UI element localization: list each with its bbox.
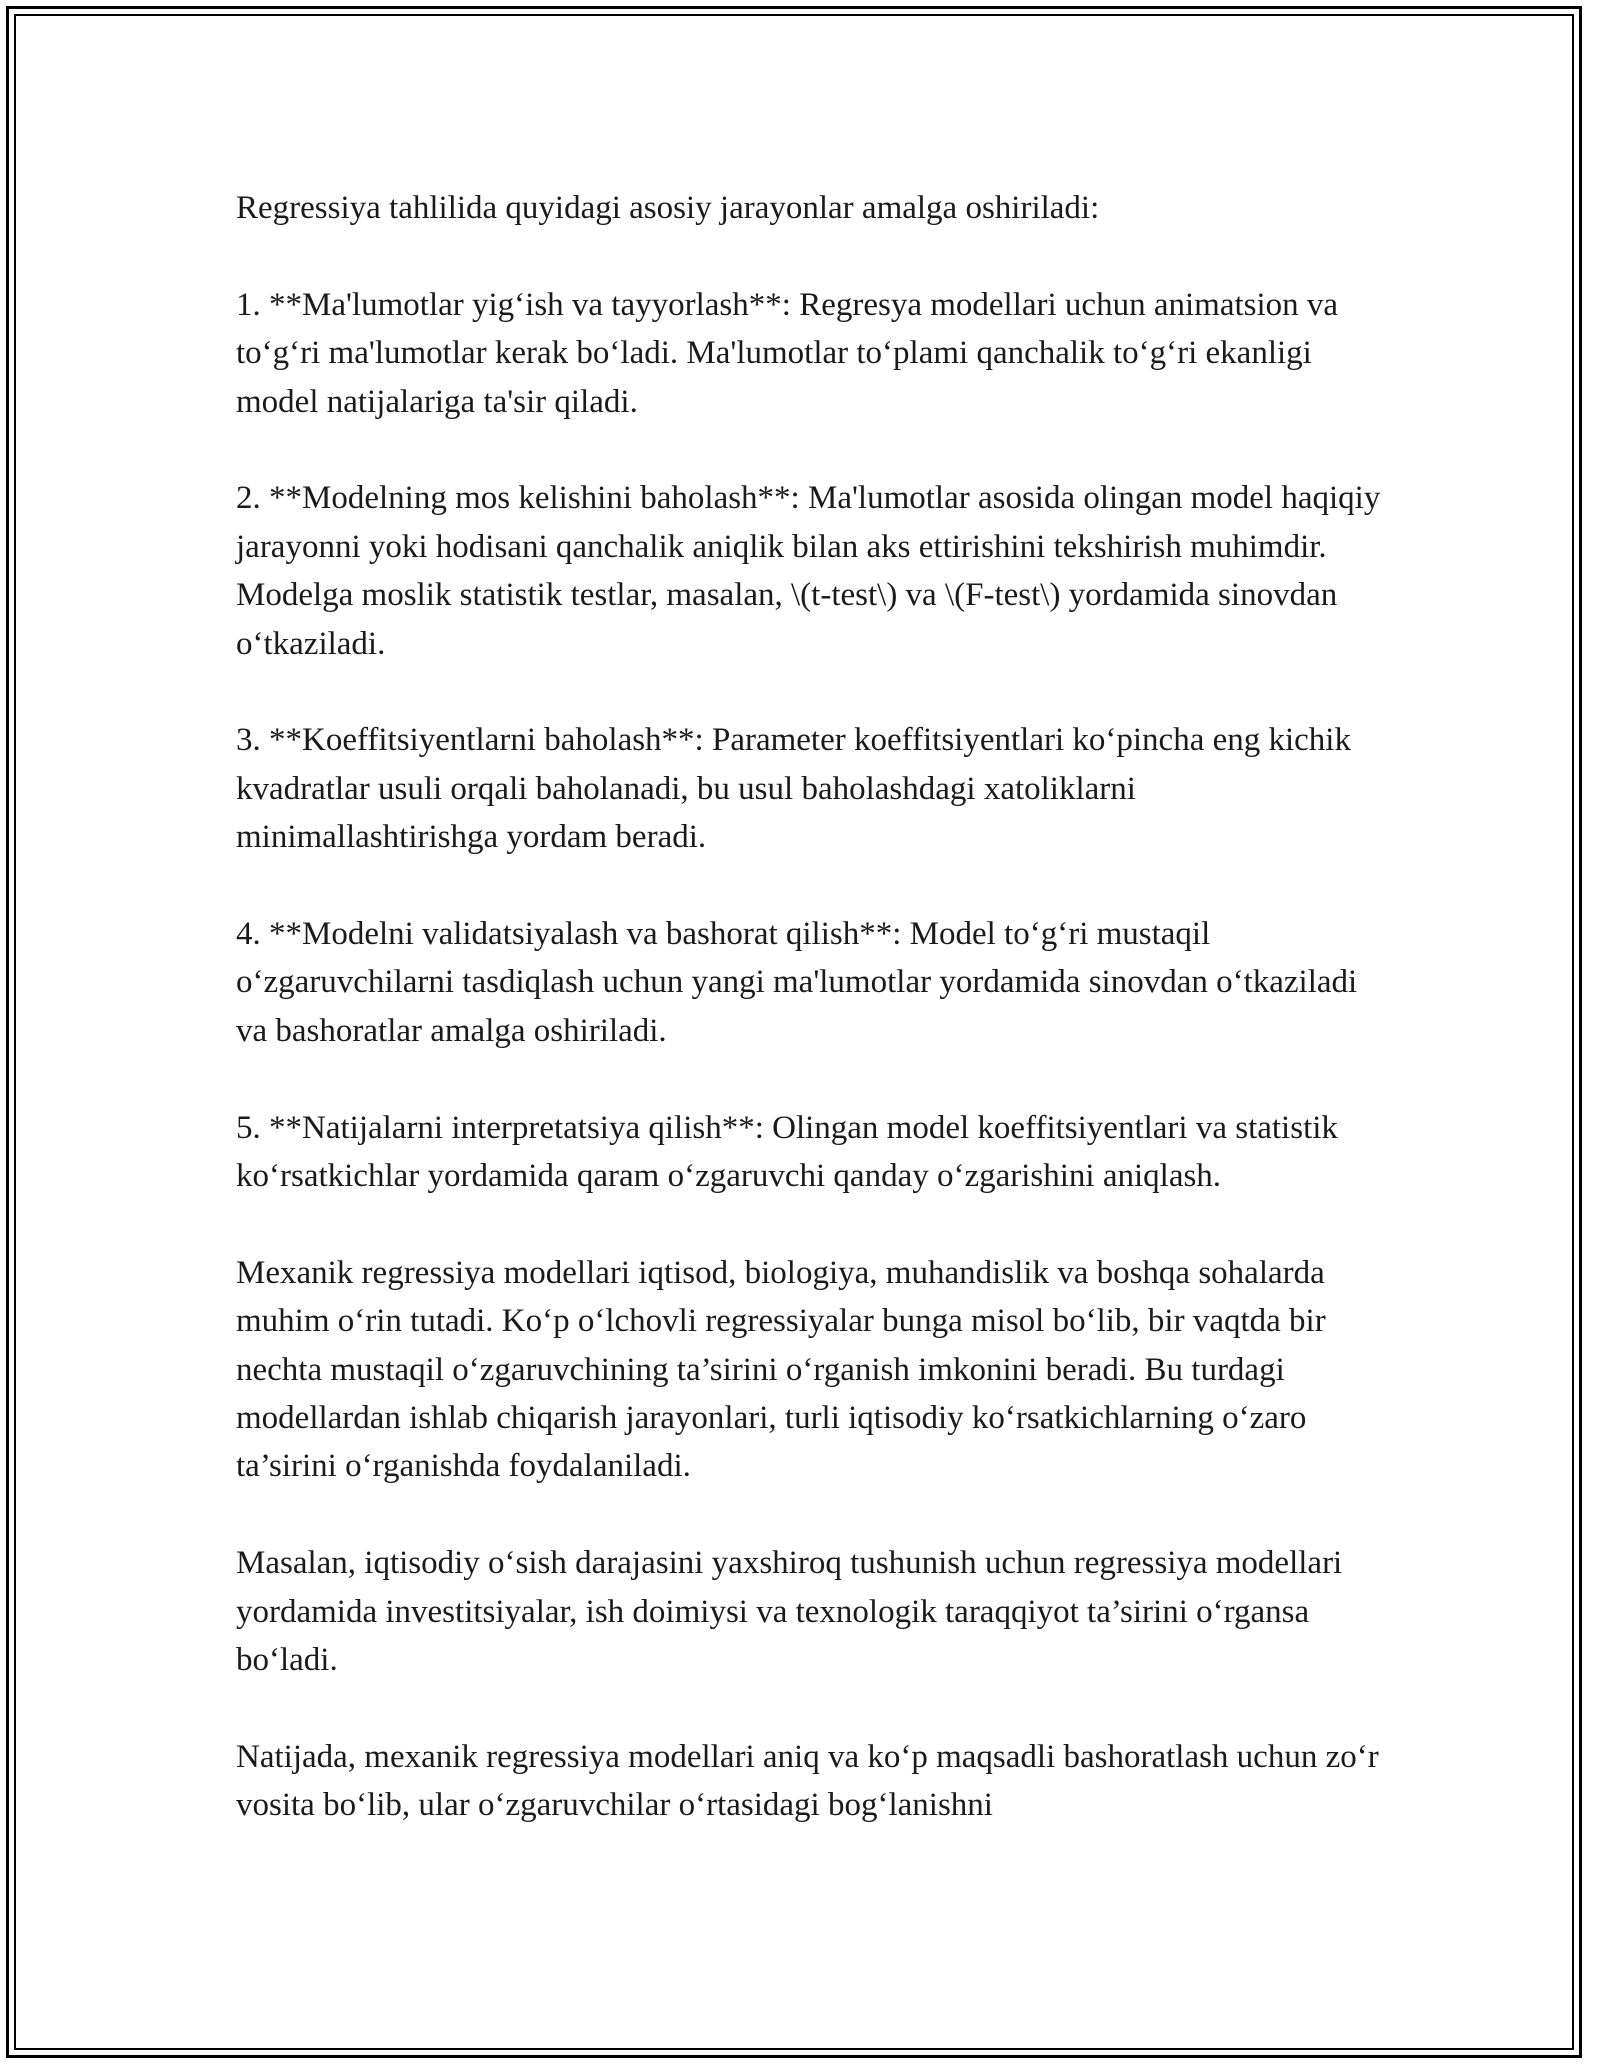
intro-paragraph: Regressiya tahlilida quyidagi asosiy jarayonlar amalga oshiriladi:: [236, 190, 1100, 226]
list-item-interpretation: 5. **Natijalarni interpretatsiya qilish**: Olingan model koeffitsiyentlari va statistik ko‘rsatkichlar yordamida qaram o‘zgaruvchi qanday o‘zgarishini aniqlash.: [236, 1109, 1338, 1195]
body-paragraph-conclusion: Natijada, mexanik regressiya modellari aniq va ko‘p maqsadli bashoratlash uchun zo‘r vosita bo‘lib, ular o‘zgaruvchilar o‘rtasidagi bog‘lanishni: [236, 1738, 1379, 1824]
list-item-data-collection: 1. **Ma'lumotlar yig‘ish va tayyorlash**: Regresya modellari uchun animatsion va to‘g‘ri ma'lumotlar kerak bo‘ladi. Ma'lumotlar to‘plami qanchalik to‘g‘ri ekanligi model natijalariga ta'sir qiladi.: [236, 286, 1339, 420]
body-paragraph-example: Masalan, iqtisodiy o‘sish darajasini yaxshiroq tushunish uchun regressiya modellari yordamida investitsiyalar, ish doimiysi va texnologik taraqqiyot ta’sirini o‘rgansa bo‘ladi.: [236, 1545, 1343, 1679]
list-item-coefficients: 3. **Koeffitsiyentlarni baholash**: Parameter koeffitsiyentlari ko‘pincha eng kichik kvadratlar usuli orqali baholanadi, bu usul baholashdagi xatoliklarni minimallashtirishga yordam beradi.: [236, 722, 1351, 856]
body-paragraph-applications: Mexanik regressiya modellari iqtisod, biologiya, muhandislik va boshqa sohalarda muhim o‘rin tutadi. Ko‘p o‘lchovli regressiyalar bunga misol bo‘lib, bir vaqtda bir nechta mustaqil o‘zgaruvchining ta’sirini o‘rganish imkonini beradi. Bu turdagi modellardan ishlab chiqarish jarayonlari, turli iqtisodiy ko‘rsatkichlarning o‘zaro ta’sirini o‘rganishda foydalaniladi.: [236, 1254, 1326, 1485]
list-item-model-fit: 2. **Modelning mos kelishini baholash**: Ma'lumotlar asosida olingan model haqiqiy jarayonni yoki hodisani qanchalik aniqlik bilan aks ettirishini tekshirish muhimdir. Modelga moslik statistik testlar, masalan, \(t-test\) va \(F-test\) yordamida sinovdan o‘tkaziladi.: [236, 480, 1381, 662]
list-item-validation: 4. **Modelni validatsiyalash va bashorat qilish**: Model to‘g‘ri mustaqil o‘zgaruvchilarni tasdiqlash uchun yangi ma'lumotlar yordamida sinovdan o‘tkaziladi va bashoratlar amalga oshiriladi.: [236, 916, 1358, 1049]
document-body: [236, 184, 1386, 1878]
